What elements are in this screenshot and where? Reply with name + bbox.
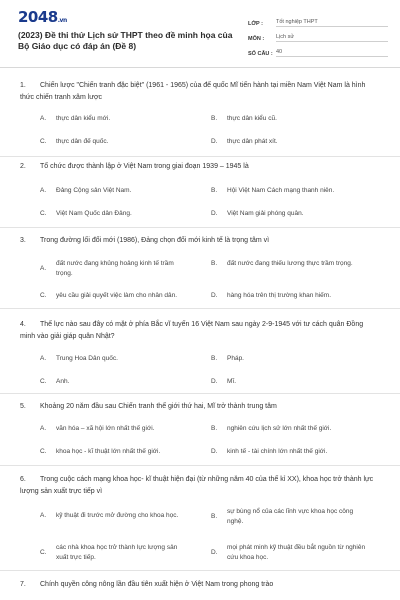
question-2 bbox=[0, 158, 400, 228]
option-a[interactable] bbox=[40, 354, 200, 364]
meta-row-class bbox=[248, 12, 388, 27]
meta-value: 40 bbox=[276, 49, 388, 57]
option-text: đất nước đang thiếu lương thực trầm trọng. bbox=[227, 260, 353, 267]
option-d[interactable] bbox=[211, 377, 381, 387]
meta-row-subject bbox=[248, 27, 388, 42]
option-b[interactable] bbox=[211, 354, 381, 364]
question-number: 1. bbox=[20, 82, 26, 89]
option-letter: B. bbox=[211, 260, 218, 267]
option-letter: B. bbox=[211, 115, 218, 122]
option-letter: D. bbox=[211, 378, 218, 385]
option-letter: B. bbox=[211, 512, 218, 520]
meta-label: SỐ CÂU : bbox=[248, 51, 273, 57]
option-text: Anh. bbox=[56, 378, 70, 385]
option-letter: B. bbox=[211, 355, 218, 362]
question-number: 4. bbox=[20, 321, 26, 328]
option-text: yêu cầu giải quyết việc làm cho nhân dân. bbox=[56, 292, 178, 299]
option-text: Trung Hoa Dân quốc. bbox=[56, 355, 118, 362]
question-text bbox=[20, 161, 380, 173]
option-a[interactable] bbox=[40, 259, 205, 278]
option-b[interactable] bbox=[211, 259, 381, 269]
option-text: khoa học - kĩ thuật lớn nhất thế giới. bbox=[56, 448, 161, 455]
question-text bbox=[20, 80, 380, 104]
question-1 bbox=[0, 80, 400, 157]
question-number: 5. bbox=[20, 403, 26, 410]
option-letter: D. bbox=[211, 448, 218, 455]
option-letter: C. bbox=[40, 210, 47, 217]
meta-value: Lịch sử bbox=[276, 34, 388, 42]
question-number: 7. bbox=[20, 581, 26, 588]
option-letter: A. bbox=[40, 355, 47, 362]
question-text bbox=[20, 235, 380, 247]
option-c[interactable] bbox=[40, 377, 200, 387]
option-a[interactable] bbox=[40, 424, 205, 434]
option-a[interactable] bbox=[40, 511, 210, 521]
logo-main: 2048 bbox=[18, 8, 58, 26]
option-letter: A. bbox=[40, 187, 47, 194]
question-text bbox=[20, 319, 380, 343]
option-b[interactable] bbox=[211, 424, 381, 434]
option-letter: C. bbox=[40, 378, 47, 385]
option-text: nghiên cứu lịch sử lớn nhất thế giới. bbox=[227, 425, 332, 432]
option-text: thực dân kiểu mới. bbox=[56, 115, 111, 122]
question-3 bbox=[0, 229, 400, 309]
option-text: hàng hóa trên thị trường khan hiếm. bbox=[227, 292, 332, 299]
option-c[interactable] bbox=[40, 447, 205, 457]
option-d[interactable] bbox=[211, 137, 381, 147]
question-7 bbox=[0, 572, 400, 600]
option-letter: D. bbox=[211, 548, 218, 556]
question-text bbox=[20, 579, 380, 591]
option-letter: A. bbox=[40, 512, 47, 519]
option-b[interactable] bbox=[211, 507, 381, 526]
option-c[interactable] bbox=[40, 543, 205, 562]
option-c[interactable] bbox=[40, 137, 200, 147]
option-d[interactable] bbox=[211, 543, 381, 562]
question-text bbox=[20, 474, 380, 498]
option-text: văn hóa – xã hội lớn nhất thế giới. bbox=[56, 425, 155, 432]
option-text: kỹ thuật đi trước mở đường cho khoa học. bbox=[56, 512, 179, 519]
option-letter: D. bbox=[211, 210, 218, 217]
option-d[interactable] bbox=[211, 209, 381, 219]
option-letter: B. bbox=[211, 425, 218, 432]
meta-label: MÔN : bbox=[248, 36, 265, 42]
option-text: Việt Nam giải phóng quân. bbox=[227, 210, 304, 217]
exam-meta bbox=[248, 12, 388, 57]
option-letter: B. bbox=[211, 187, 218, 194]
option-text: sự bùng nổ của các lĩnh vực khoa học công nghệ. bbox=[227, 508, 354, 525]
option-letter: A. bbox=[40, 425, 47, 432]
option-letter: A. bbox=[40, 115, 47, 122]
option-letter: C. bbox=[40, 548, 47, 556]
option-text: Pháp. bbox=[227, 355, 244, 362]
question-body: Tổ chức được thành lập ở Việt Nam trong giai đoạn 1939 – 1945 là bbox=[40, 163, 249, 170]
option-c[interactable] bbox=[40, 291, 210, 301]
option-d[interactable] bbox=[211, 447, 381, 457]
logo-suffix: .vn bbox=[57, 17, 67, 24]
option-text: Đảng Cộng sản Việt Nam. bbox=[56, 187, 132, 194]
option-letter: D. bbox=[211, 292, 218, 299]
option-a[interactable] bbox=[40, 114, 200, 124]
meta-value: Tốt nghiệp THPT bbox=[276, 19, 388, 27]
option-b[interactable] bbox=[211, 114, 381, 124]
question-body: Trong cuộc cách mạng khoa học- kĩ thuật hiện đại (từ những năm 40 của thế kỉ XX), khoa học trở thành lực lượng sản xuất trực tiếp vì bbox=[20, 476, 374, 495]
option-letter: C. bbox=[40, 138, 47, 145]
option-letter: D. bbox=[211, 138, 218, 145]
option-text: các nhà khoa học trở thành lực lượng sản xuất trực tiếp. bbox=[56, 544, 178, 561]
option-text: đất nước đang khủng hoảng kinh tế trầm trọng. bbox=[56, 260, 174, 277]
exam-title: (2023) Đề thi thử Lịch sử THPT theo đề minh họa của Bộ Giáo dục có đáp án (Đề 8) bbox=[18, 30, 233, 51]
option-letter: C. bbox=[40, 448, 47, 455]
option-letter: C. bbox=[40, 292, 47, 299]
question-6 bbox=[0, 467, 400, 571]
document-header bbox=[0, 0, 400, 68]
option-text: mọi phát minh kỹ thuật đều bắt nguồn từ nghiên cứu khoa học. bbox=[227, 544, 366, 561]
question-number: 3. bbox=[20, 237, 26, 244]
option-b[interactable] bbox=[211, 186, 381, 196]
question-number: 2. bbox=[20, 163, 26, 170]
option-text: thực dân kiểu cũ. bbox=[227, 115, 277, 122]
option-text: Mĩ. bbox=[227, 378, 237, 385]
question-body: Thế lực nào sau đây có mặt ở phía Bắc vĩ tuyến 16 Việt Nam sau ngày 2-9-1945 với tư cách quân Đồng minh vào giải giáp quân Nhật? bbox=[20, 321, 364, 340]
option-a[interactable] bbox=[40, 186, 200, 196]
meta-label: LỚP : bbox=[248, 21, 263, 27]
question-body: Chiến lược "Chiến tranh đặc biệt" (1961 - 1965) của đế quốc Mĩ tiến hành tại miền Nam Việt Nam là hình thức chiến tranh xâm lược bbox=[20, 82, 366, 101]
option-letter: A. bbox=[40, 264, 47, 272]
question-text bbox=[20, 401, 380, 413]
option-text: thực dân đế quốc. bbox=[56, 138, 109, 145]
option-c[interactable] bbox=[40, 209, 200, 219]
question-5 bbox=[0, 395, 400, 466]
option-d[interactable] bbox=[211, 291, 381, 301]
meta-row-count bbox=[248, 42, 388, 57]
question-4 bbox=[0, 310, 400, 394]
option-text: thực dân phát xít. bbox=[227, 138, 278, 145]
question-body: Khoảng 20 năm đầu sau Chiến tranh thế giới thứ hai, Mĩ trở thành trung tâm bbox=[40, 403, 277, 410]
option-text: Hội Việt Nam Cách mạng thanh niên. bbox=[227, 187, 335, 194]
question-body: Trong đường lối đổi mới (1986), Đảng chọn đổi mới kinh tế là trọng tâm vì bbox=[40, 237, 270, 244]
question-body: Chính quyền công nông lần đầu tiên xuất hiện ở Việt Nam trong phong trào bbox=[40, 581, 274, 588]
option-text: kinh tế - tài chính lớn nhất thế giới. bbox=[227, 448, 328, 455]
question-number: 6. bbox=[20, 476, 26, 483]
option-text: Việt Nam Quốc dân Đảng. bbox=[56, 210, 132, 217]
